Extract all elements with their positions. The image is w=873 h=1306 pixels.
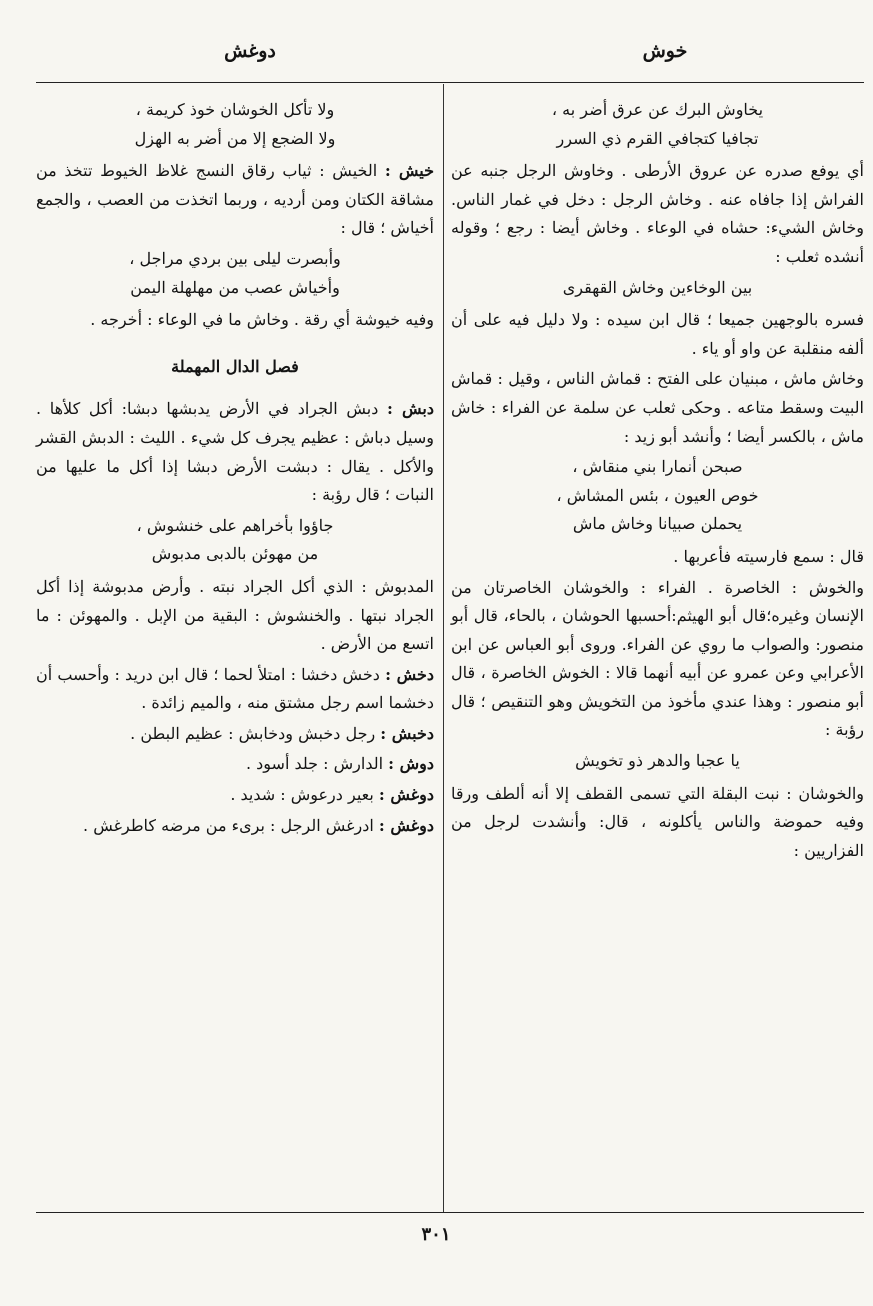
verse-line: صبحن أنمارا بني منقاش ، [572,457,743,477]
entry-doghash [36,812,434,841]
verse-block [451,453,864,539]
headword: دوغش : [378,785,434,805]
verse-block [451,747,864,776]
running-header-right: خوش [642,40,688,62]
verse-line: يخاوش البرك عن عرق أضر به ، [551,100,764,119]
running-header-left: دوغش [224,40,276,62]
paragraph: فسره بالوجهين جميعا ؛ قال ابن سيده : ولا دليل فيه على أن ألفه منقلبة عن واو أو ياء . [451,310,864,358]
footer-rule [36,1212,864,1213]
verse-line: وأخياش عصب من مهلهلة اليمن [130,277,340,297]
headword: خيش : [384,161,435,181]
entry-text: الخيش : ثياب رقاق النسج غلاظ الخيوط تتخذ من مشاقة الكتان ومن أرديه ، وربما اتخذت من العصب ، والجمع أخياش ؛ قال : [36,161,434,238]
paragraph: والخوش : الخاصرة . الفراء : والخوشان الخاصرتان من الإنسان وغيره؛قال أبو الهيثم:أحسبها الحوشان ، بالحاء، قال أبو منصور: والصواب ما روي عن الفراء. وروى أبو العباس عن ابن الأعرابي وعن عمرو عن أبيه أنهما قالا : الخوش الخاصرة ، قال أبو منصور : وهذا عندي مأخوذ من التخويش وهو التنقيص ؛ قال رؤبة : [451,577,864,740]
headword: دخبش : [380,723,434,743]
verse-line: يا عجبا والدهر ذو تخويش [575,751,740,771]
paragraph: والخوشان : نبت البقلة التي تسمى القطف إلا أنه ألطف ورقا وفيه حموضة والناس يأكلونه ، قال: وأنشدت لرجل من الفزاريين : [451,783,864,860]
entry-khaysh [36,157,434,243]
column-divider [443,84,444,1212]
entry-text: دخش دخشا : امتلأ لحما ؛ قال ابن دريد : وأحسب أن دخشما اسم رجل مشتق منه ، والميم زائدة . [36,664,434,713]
paragraph: وفيه خيوشة أي رقة . وخاش ما في الوعاء : أخرجه . [90,310,434,330]
headword: دوغش : [378,815,434,835]
verse-line: ولا تأكل الخوشان خوذ كريمة ، [135,100,335,119]
entry-dakhbash [36,720,434,749]
headword: دوش : [388,754,434,774]
entry-dakhsh [36,661,434,718]
verse-line: تجافيا كتجافي القرم ذي السرر [556,128,759,148]
headword: دبش : [387,399,435,419]
paragraph: أي يوفع صدره عن عروق الأرطى . وخاوش الرجل جنبه عن الفراش إذا جافاه عنه . وخاش الرجل : دخل في غمار الناس. وخاش الشيء: حشاه في الوعاء . وخاش أيضا : رجع ؛ وقوله أنشده ثعلب : [451,161,864,266]
entry-dawsh [36,750,434,779]
verse-line: بين الوخاءين وخاش القهقرى [562,277,753,297]
section-title: فصل الدال المهملة [171,356,299,376]
left-column [36,94,434,842]
right-column [451,94,864,867]
entry-dawghash [36,781,434,810]
page-number: ٣٠١ [421,1224,451,1245]
verse-line: وأبصرت ليلى بين بردي مراجل ، [129,248,341,268]
entry-text: دبش الجراد في الأرض يدبشها دبشا: أكل كلأها . وسيل دباش : عظيم يجرف كل شيء . الليث : الدبش القشر والأكل . يقال : دبشت الأرض دبشا إذا أكل ما عليها من النبات ؛ قال رؤبة : [36,399,434,505]
verse-line: خوص العيون ، بئس المشاش ، [556,485,759,505]
verse-line: من مهوئن بالدبى مدبوش [151,544,319,564]
paragraph: المدبوش : الذي أكل الجراد نبته . وأرض مدبوشة إذا أكل الجراد نبتها . والخنشوش : البقية من الإبل . والمهوئن : ما اتسع من الأرض . [36,576,434,654]
entry-dabsh [36,395,434,509]
entry-text: رجل دخبش ودخابش : عظيم البطن . [130,723,376,743]
verse-block [451,96,864,153]
verse-line: يحملن صبيانا وخاش ماش [572,514,743,534]
entry-text: بعير درعوش : شديد . [230,785,374,805]
verse-block [36,245,434,302]
verse-block [451,274,864,303]
verse-block [36,512,434,569]
entry-text: ادرغش الرجل : برىء من مرضه كاطرغش . [83,815,374,835]
verse-block [36,96,434,153]
headword: دخش : [385,664,435,684]
verse-line: جاؤوا بأخراهم على خنشوش ، [136,515,334,535]
entry-text: الدارش : جلد أسود . [245,754,384,774]
verse-line: ولا الضجع إلا من أضر به الهزل [134,128,336,148]
paragraph: وخاش ماش ، مبنيان على الفتح : قماش الناس ، وقيل : قماش البيت وسقط متاعه . وحكى ثعلب عن سلمة عن الفراء : خاش ماش ، بالكسر أيضا ؛ وأنشد أبو زيد : [451,369,864,446]
paragraph: قال : سمع فارسيته فأعربها . [673,546,864,566]
header-rule [36,82,864,83]
